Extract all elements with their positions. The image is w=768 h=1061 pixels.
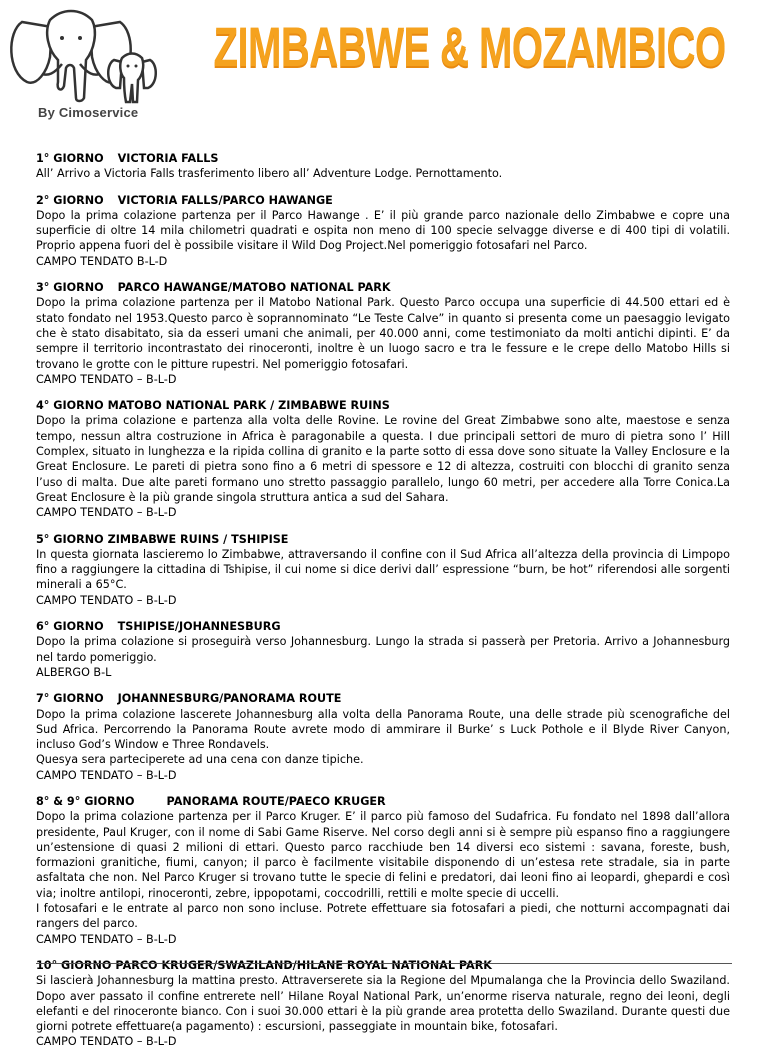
day-heading (36, 794, 730, 809)
day-paragraph: Dopo la prima colazione si proseguirà verso Johannesburg. Lungo la strada si passerà per Pretoria. Arrivo a Johannesburg nel tardo pomeriggio. (36, 635, 730, 664)
day-paragraph: CAMPO TENDATO – B-L-D (36, 1035, 177, 1049)
page-title: ZIMBABWE & MOZAMBICO (214, 15, 726, 78)
day-route: JOHANNESBURG/PANORAMA ROUTE (117, 692, 342, 706)
day-paragraph: CAMPO TENDATO – B-L-D (36, 932, 177, 946)
day-route: PARCO HAWANGE/MATOBO NATIONAL PARK (117, 281, 391, 295)
day-number: 8° & 9° GIORNO (36, 794, 135, 808)
day-paragraph: CAMPO TENDATO – B-L-D (36, 506, 177, 520)
day-route: TSHIPISE/JOHANNESBURG (117, 620, 281, 634)
day-paragraph: Dopo la prima colazione lascerete Johannesburg alla volta della Panorama Route, una delle strade più scenografiche del Sud Africa. Percorrendo la Panorama Route avrete modo di ammirare il Burke’ s Luck Pothole e il Blyde River Canyon, incluso God’s Window e Three Rondavels. (36, 707, 730, 752)
day-number: 5° GIORNO (36, 532, 104, 546)
day-section (36, 532, 730, 608)
day-route: MATOBO NATIONAL PARK / ZIMBABWE RUINS (107, 399, 390, 413)
day-number: 4° GIORNO (36, 399, 104, 413)
day-paragraph: CAMPO TENDATO B-L-D (36, 254, 168, 268)
day-route: ZIMBABWE RUINS / TSHIPISE (107, 532, 289, 546)
itinerary (36, 151, 730, 1061)
day-section (36, 398, 730, 520)
day-heading (36, 619, 730, 634)
day-section (36, 691, 730, 783)
day-paragraph: Si lascierà Johannesburg la mattina presto. Attraverserete sia la Regione del Mpumalanga che la Provincia dello Swaziland. Dopo aver passato il confine entrerete nell’ Hilane Royal National Park, un’enorme riserva naturale, regno dei leoni, degli elefanti e del rinoceronte bianco. Con i suoi 30.000 ettari è la più grande area protetta dello Swaziland. Durante questi due giorni potrete effettuare(a pagamento) : escursioni, passeggiate in mountain bike, fotosafari. (36, 974, 730, 1034)
day-paragraph: Quesya sera parteciperete ad una cena con danze tipiche. (36, 753, 364, 767)
day-paragraph: Dopo la prima colazione e partenza alla volta delle Rovine. Le rovine del Great Zimbabwe sono alte, maestose e senza tempo, nessun altra costruzione in Africa è paragonabile a questa. I due principali settori de muro di pietra sono l’ Hill Complex, situato in lunghezza e la ripida collina di granito e la parte sotto di essa dove sono situate la Valley Enclosure e la Great Enclosure. Le pareti di pietra sono fino a 6 metri di spessore e 12 di altezza, costruiti con blocchi di granito senza l’uso di malta. Due alte pareti formano uno stretto passaggio parallelo, lungo 60 metri, per accedere alla Torre Conica.La Great Enclosure è la più grande singola struttura antica a sud del Sahara. (36, 414, 730, 504)
day-number: 6° GIORNO (36, 620, 104, 634)
day-paragraph: CAMPO TENDATO – B-L-D (36, 768, 177, 782)
day-paragraph: Dopo la prima colazione partenza per il Matobo National Park. Questo Parco occupa una superficie di 44.500 ettari ed è stato fondato nel 1953.Questo parco è soprannominato “Le Teste Calve” in quanto si presenta come un paesaggio levigato che è stato disabitato, sia da esseri umani che animali, per 40.000 anni, come testimoniato da molti antichi dipinti. E’ da sempre il territorio incontrastato dei rinoceronti, inoltre è un luogo sacro e tra le fessure e le crepe dello Matobo Hills si trovano le grotte con le pitture rupestri. Nel pomeriggio fotosafari. (36, 296, 730, 371)
day-paragraph: Dopo la prima colazione partenza per il Parco Kruger. E’ il parco più famoso del Sudafrica. Fu fondato nel 1898 dall’allora presidente, Paul Kruger, con il nome di Sabi Game Riserve. Nel corso degli anni si è sempre più espanso fino a raggiungere un’estensione di quasi 2 milioni di ettari. Questo parco racchiude ben 14 diversi eco sistemi : savana, foreste, bush, formazioni granitiche, fiumi, canyon; il parco è facilmente visitabile disponendo di un’estesa rete stradale, sia in parte asfaltata che non. Nel Parco Kruger si trovano tutte le specie di felini e predatori, dai leoni fino ai leopardi, ghepardi e così via; inoltre antilopi, rinoceronti, zebre, ippopotami, coccodrilli, rettili e molte specie di uccelli. (36, 810, 730, 900)
day-heading (36, 193, 730, 208)
day-paragraph: I fotosafari e le entrate al parco non sono incluse. Potrete effettuare sia fotosafari a piedi, che notturni accompagnati dai rangers del parco. (36, 902, 730, 931)
day-route: PANORAMA ROUTE/PAECO KRUGER (166, 794, 386, 808)
day-section (36, 958, 730, 1050)
day-section (36, 280, 730, 387)
day-section (36, 794, 730, 947)
day-number: 10° GIORNO (36, 958, 112, 972)
day-paragraph: In questa giornata lascieremo lo Zimbabwe, attraversando il confine con il Sud Africa all’altezza della provincia di Limpopo fino a raggiungere la cittadina di Tshipise, il cui nome si dice derivi dall’ espressione “burn, be hot” riferendosi alle sorgenti minerali a 65°C. (36, 547, 730, 592)
day-number: 3° GIORNO (36, 281, 104, 295)
day-section (36, 151, 730, 182)
day-route: PARCO KRUGER/SWAZILAND/HILANE ROYAL NATIONAL PARK (115, 958, 492, 972)
day-heading (36, 532, 730, 547)
day-section (36, 193, 730, 269)
day-number: 7° GIORNO (36, 692, 104, 706)
logo-caption: By Cimoservice (38, 105, 139, 120)
day-number: 1° GIORNO (36, 152, 104, 165)
day-paragraph: Dopo la prima colazione partenza per il Parco Hawange . E’ il più grande parco nazionale dello Zimbabwe e copre una superficie di oltre 14 mila chilometri quadrati e ospita non meno di 100 specie selvagge diverse e di 400 tipi di volatili. Proprio appena fuori del è possibile visitare il Wild Dog Project.Nel pomeriggio fotosafari nel Parco. (36, 208, 730, 253)
day-paragraph: CAMPO TENDATO – B-L-D (36, 372, 177, 386)
day-heading (36, 398, 730, 413)
day-heading (36, 691, 730, 706)
page-title-wrap (86, 14, 768, 79)
day-heading (36, 151, 730, 166)
day-paragraph: CAMPO TENDATO – B-L-D (36, 593, 177, 607)
day-section (36, 619, 730, 680)
day-paragraph: All’ Arrivo a Victoria Falls trasferimento libero all’ Adventure Lodge. Pernottamento. (36, 167, 503, 181)
day-heading (36, 958, 730, 973)
day-route: VICTORIA FALLS/PARCO HAWANGE (117, 193, 333, 207)
day-number: 2° GIORNO (36, 193, 104, 207)
day-route: VICTORIA FALLS (117, 152, 219, 165)
day-heading (36, 280, 730, 295)
day-paragraph: ALBERGO B-L (36, 665, 112, 679)
footer-divider (36, 963, 732, 964)
